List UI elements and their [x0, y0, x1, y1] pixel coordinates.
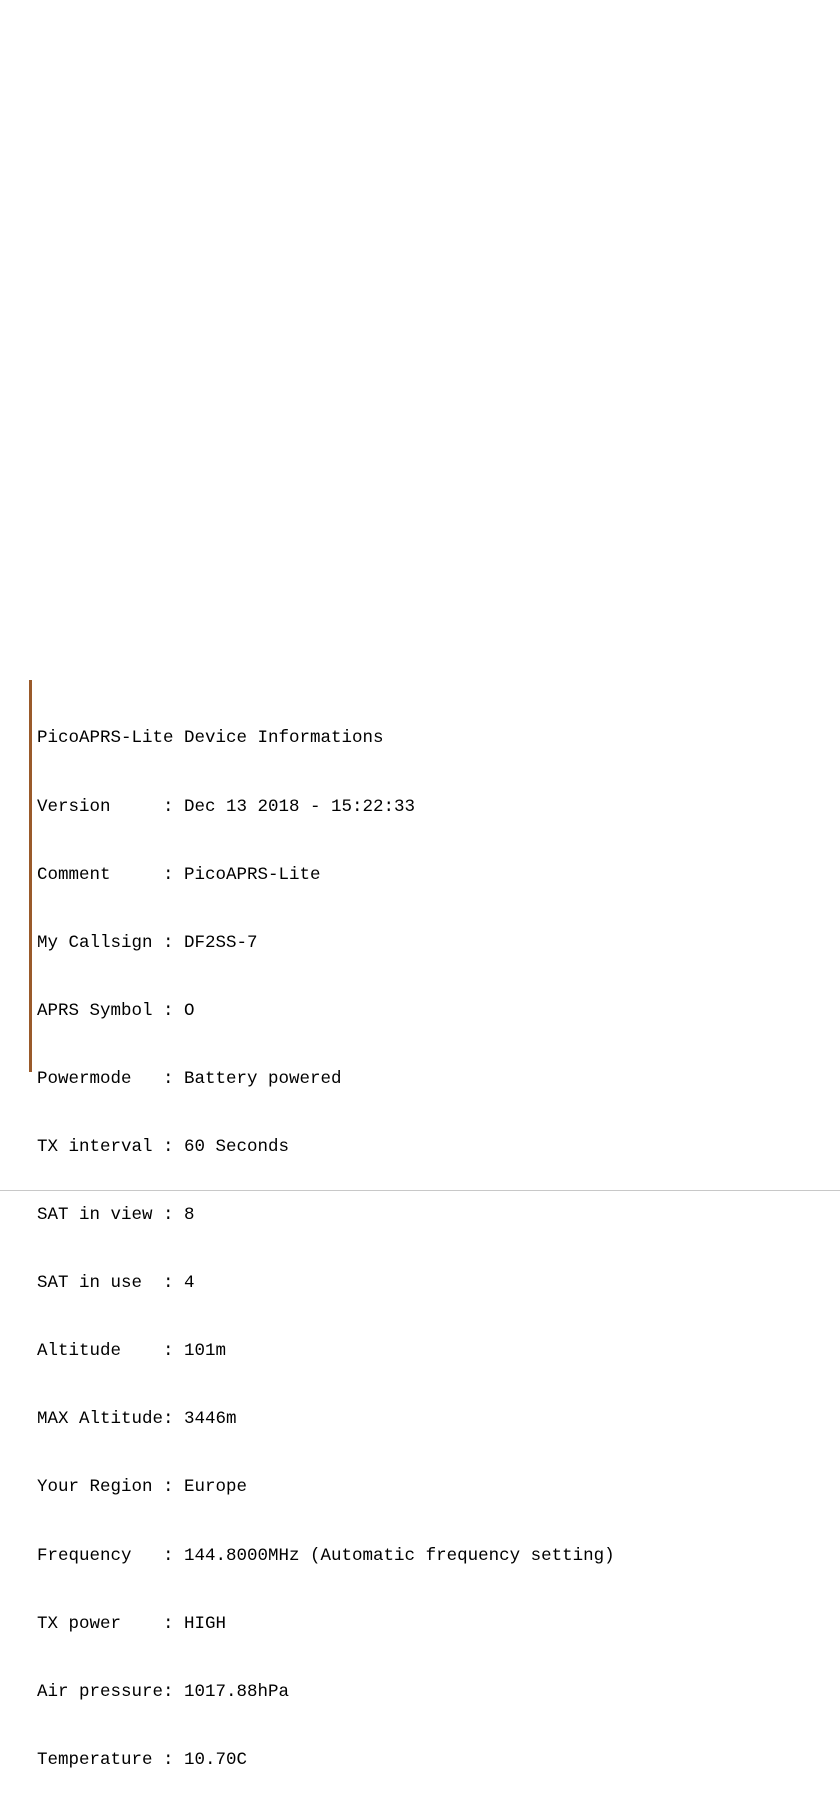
aprs-symbol-line: APRS Symbol : O	[37, 1000, 195, 1021]
temperature-line: Temperature : 10.70C	[37, 1749, 248, 1770]
air-pressure-line: Air pressure: 1017.88hPa	[37, 1681, 290, 1702]
powermode-line: Powermode : Battery powered	[37, 1068, 342, 1089]
device-info-title: PicoAPRS-Lite Device Informations	[37, 728, 384, 749]
sat-in-view-line: SAT in view : 8	[37, 1205, 195, 1226]
region-line: Your Region : Europe	[37, 1477, 248, 1498]
version-line: Version : Dec 13 2018 - 15:22:33	[37, 796, 416, 817]
callsign-line: My Callsign : DF2SS-7	[37, 932, 258, 953]
bottom-divider	[0, 1190, 840, 1191]
sat-in-use-line: SAT in use : 4	[37, 1273, 195, 1294]
altitude-line: Altitude : 101m	[37, 1341, 227, 1362]
max-altitude-line: MAX Altitude: 3446m	[37, 1409, 237, 1430]
device-info-terminal	[29, 680, 672, 1770]
comment-line: Comment : PicoAPRS-Lite	[37, 864, 321, 885]
frequency-line: Frequency : 144.8000MHz (Automatic frequency setting)	[37, 1545, 615, 1566]
terminal-output	[37, 682, 615, 1817]
tx-interval-line: TX interval : 60 Seconds	[37, 1136, 290, 1157]
tx-power-line: TX power : HIGH	[37, 1613, 227, 1634]
